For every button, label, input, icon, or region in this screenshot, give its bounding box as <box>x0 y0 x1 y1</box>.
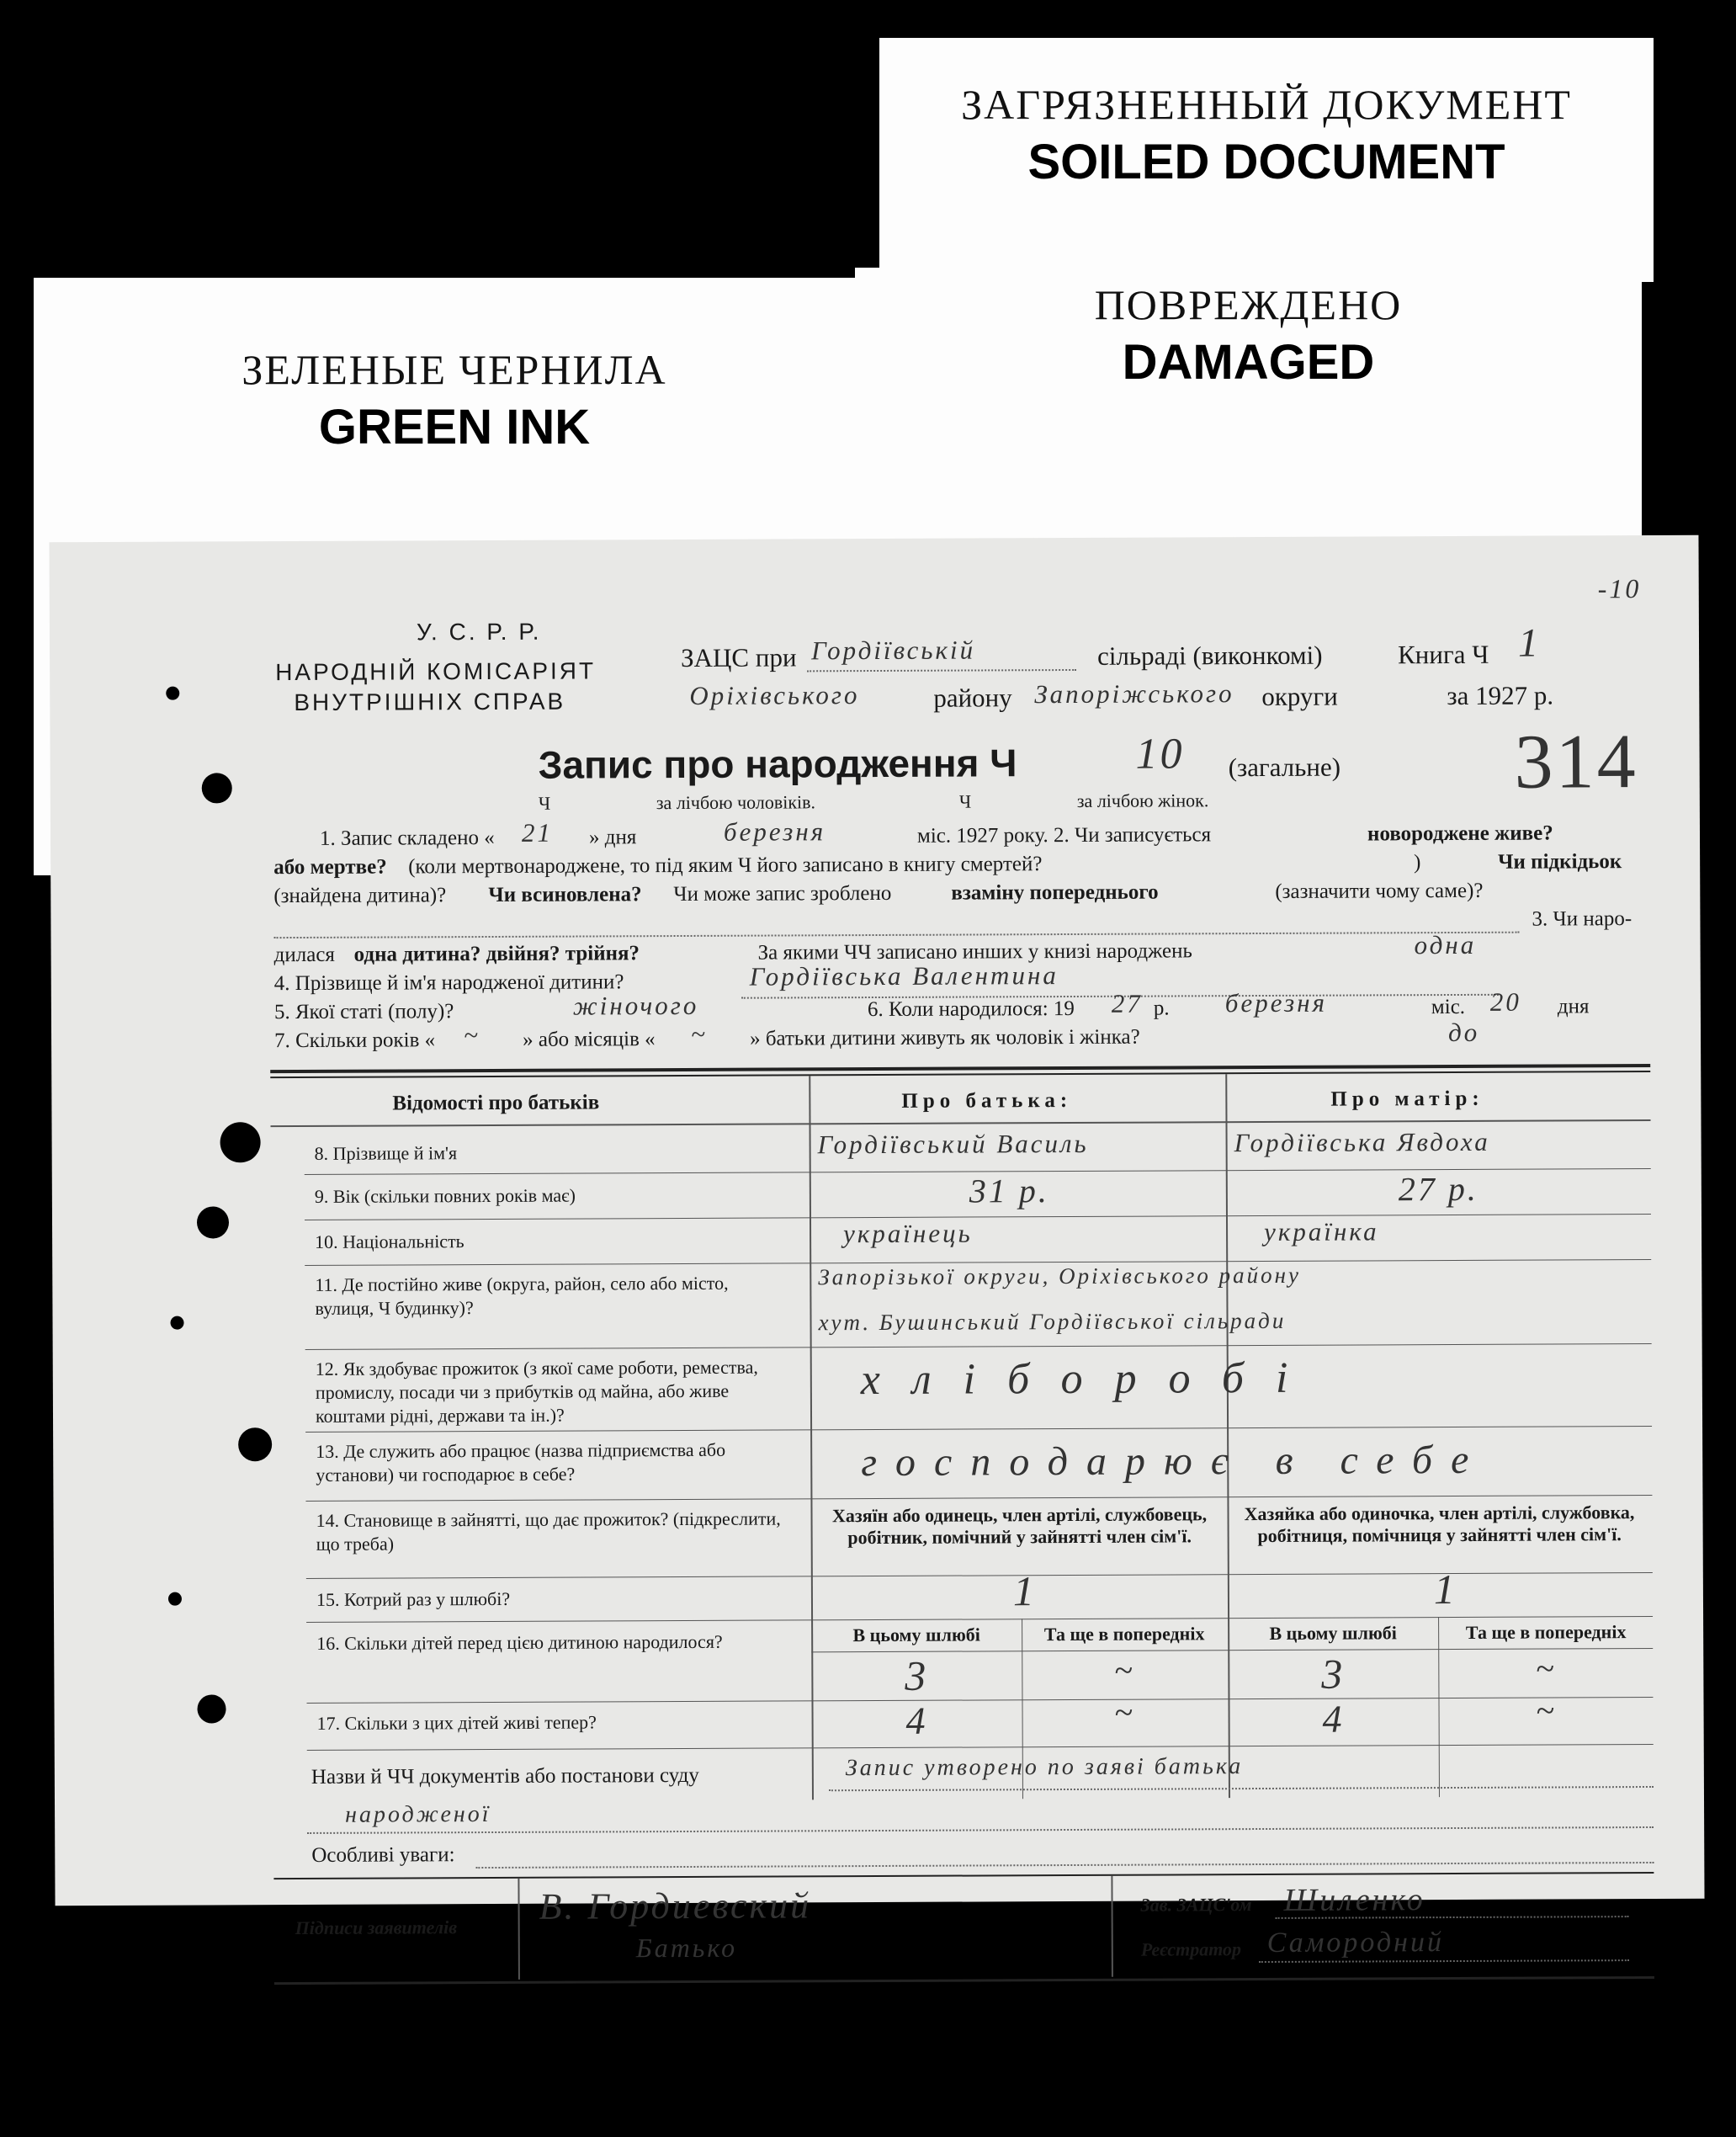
green-en: GREEN INK <box>318 400 591 455</box>
child-name-hw: Гордіївська Валентина <box>749 960 1059 991</box>
children-born-mother-hw: 3 <box>1321 1650 1346 1698</box>
children-alive-father-hw: 4 <box>905 1698 928 1742</box>
mother-status-options: Хазяйка або одиночка, член артілі, службовка, робітниця, помічниця у зайнятті член сім'ї. <box>1244 1502 1635 1547</box>
father-nationality-hw: українець <box>842 1218 973 1249</box>
okrug-label: округи <box>1261 681 1338 711</box>
row-label-17: 17. Скільки з цих дітей живі тепер? <box>316 1711 597 1734</box>
q7-text-c: » батьки дитини живуть як чоловік і жінка? <box>749 1025 1140 1050</box>
female-count-no: Ч <box>958 790 972 812</box>
q3-text-e: (зазначити чому саме)? <box>1275 879 1484 903</box>
q1-text-a: 1. Запис складено « <box>319 826 495 850</box>
q4-text-c: За якими ЧЧ записано инших у книзі народжень <box>757 939 1192 965</box>
father-status-options: Хазяїн або одинець, член артілі, службовець, робітник, помічний у зайнятті член сім'ї. <box>831 1503 1208 1549</box>
mother-nationality-hw: українка <box>1263 1216 1379 1247</box>
commissariat-line-1: НАРОДНІЙ КОМІСАРІЯТ <box>275 657 597 686</box>
q3-text-c: Чи може запис зроблено <box>673 881 892 906</box>
registrar-signature-hw: Самородний <box>1266 1927 1445 1959</box>
col-head-father: Про батька: <box>901 1088 1073 1113</box>
q4-text-b: одна дитина? двійня? трійня? <box>353 942 640 966</box>
signatures-label: Підписи заявителів <box>295 1916 458 1939</box>
book-label: Книга Ч <box>1397 639 1489 670</box>
q1-text-d: новороджене живе? <box>1367 821 1553 846</box>
q7-text-b: » або місяців « <box>523 1028 656 1051</box>
form-title: Запис про народження Ч <box>538 741 1017 787</box>
row-label-13: 13. Де служить або працює (назва підприємства або установи) чи господарює в себе? <box>316 1438 726 1486</box>
district-handwritten: Оріхівського <box>689 680 860 710</box>
male-count-no: Ч <box>538 792 551 814</box>
child-sex-hw: жіночого <box>572 990 699 1021</box>
q4-hw: одна <box>1414 929 1477 960</box>
soiled-en: SOILED DOCUMENT <box>1027 135 1505 189</box>
docs-hw: Запис утворено по заяві батька <box>845 1753 1244 1782</box>
sub-head-mother-this: В цьому шлюбі <box>1269 1622 1397 1644</box>
q7-hw-1: ~ <box>463 1020 480 1050</box>
row-label-11: 11. Де постійно живе (округа, район, село або місто, вулиця, Ч будинку)? <box>315 1272 729 1319</box>
punch-hole <box>202 773 232 803</box>
registrar-label: Реєстратор <box>1140 1938 1242 1960</box>
docs-hw-2: народженої <box>345 1801 491 1828</box>
damaged-en: DAMAGED <box>1122 335 1375 390</box>
q1-text-b: » дня <box>588 826 637 849</box>
occupation-hw: хліборобі <box>860 1353 1320 1405</box>
row-label-14: 14. Становище в зайнятті, що дає прожиток? (підкреслити, що треба) <box>316 1507 781 1555</box>
punch-hole <box>197 1206 229 1238</box>
sub-head-mother-prev: Та ще в попередніх <box>1465 1621 1627 1643</box>
children-born-mother-prev-hw: ~ <box>1535 1649 1557 1688</box>
q7-hw-3: до <box>1447 1017 1480 1048</box>
father-marriage-hw: 1 <box>1012 1567 1038 1615</box>
q6-year-hw: 27 <box>1111 988 1143 1018</box>
birth-record-form <box>49 535 1704 1964</box>
row-label-8: 8. Прізвище й ім'я <box>314 1142 458 1164</box>
q6-month-hw: березня <box>1224 987 1328 1018</box>
mother-marriage-hw: 1 <box>1433 1565 1458 1613</box>
punch-hole <box>220 1122 260 1162</box>
zags-village-handwritten: Гордіївській <box>810 635 976 666</box>
punch-hole <box>197 1694 226 1723</box>
punch-hole <box>166 687 179 700</box>
book-number-handwritten: 1 <box>1517 620 1542 666</box>
children-alive-mother-prev-hw: ~ <box>1536 1691 1557 1730</box>
q2-text-d: Чи підкідьок <box>1498 850 1622 874</box>
children-born-father-hw: 3 <box>905 1651 929 1699</box>
female-count-label: за лічбою жінок. <box>1076 789 1209 811</box>
zags-prefix: ЗАЦС при <box>681 642 797 673</box>
rada-label: сільраді (виконкомі) <box>1096 640 1323 671</box>
soiled-ru: ЗАГРЯЗНЕННЫЙ ДОКУМЕНТ <box>961 81 1572 128</box>
archive-number-handwritten: 314 <box>1514 718 1638 805</box>
row-label-9: 9. Вік (скільки повних років має) <box>314 1184 576 1207</box>
punch-hole <box>170 1316 183 1330</box>
district-label: району <box>933 683 1012 713</box>
zags-head-label: Зав. ЗАЦС'ом <box>1140 1894 1252 1916</box>
q2-text-c: ) <box>1414 851 1421 874</box>
record-number-handwritten: 10 <box>1135 730 1185 779</box>
q1-text-c: міс. 1927 року. 2. Чи записується <box>916 823 1212 848</box>
q6-day-hw: 20 <box>1489 986 1521 1017</box>
residence-hw-2: хут. Бушинський Гордіївської сільради <box>818 1307 1287 1336</box>
male-count-label: за лічбою чоловіків. <box>656 791 816 814</box>
q7-hw-2: ~ <box>690 1018 708 1049</box>
children-born-father-prev-hw: ~ <box>1113 1651 1135 1689</box>
signature-2-hw: Батько <box>635 1932 738 1964</box>
q4-text-a: дилася <box>273 943 335 967</box>
residence-hw-1: Запорізької округи, Оріхівського району <box>818 1262 1302 1290</box>
q6-text-c: р. <box>1153 997 1170 1020</box>
children-alive-father-prev-hw: ~ <box>1114 1693 1135 1731</box>
q1-day-hw: 21 <box>521 817 554 848</box>
punch-hole <box>168 1592 182 1606</box>
row-label-10: 10. Національність <box>315 1231 465 1252</box>
signature-1-hw: В. Гордиевский <box>539 1884 812 1927</box>
q6-text-d: міс. <box>1431 995 1466 1019</box>
q1-month-hw: березня <box>723 816 826 847</box>
q6-text-a: 5. Якої статі (полу)? <box>273 1000 454 1024</box>
q3-text-f: 3. Чи наро- <box>1532 907 1632 931</box>
q3-text-d: взаміну попереднього <box>951 880 1159 905</box>
docs-label: Назви й ЧЧ документів або постанови суду <box>311 1763 699 1789</box>
year-label: за 1927 р. <box>1447 680 1554 711</box>
father-name-hw: Гордіївський Василь <box>817 1128 1089 1160</box>
q3-text-b: Чи всиновлена? <box>488 883 642 907</box>
row-label-15: 15. Котрий раз у шлюбі? <box>316 1587 511 1610</box>
q3-text-a: (знайдена дитина)? <box>273 884 447 908</box>
corner-mark: -10 <box>1597 573 1642 604</box>
sub-head-father-this: В цьому шлюбі <box>852 1624 980 1646</box>
soiled-document-label <box>879 38 1654 282</box>
q6-text-e: дня <box>1557 995 1590 1018</box>
mother-age-hw: 27 р. <box>1398 1169 1479 1209</box>
commissariat-line-2: ВНУТРІШНІХ СПРАВ <box>294 688 566 716</box>
q6-text-b: 6. Коли народилося: 19 <box>867 997 1075 1022</box>
okrug-handwritten: Запоріжського <box>1034 678 1234 710</box>
zags-head-signature-hw: Шиленко <box>1283 1882 1425 1918</box>
republic-abbr: У. С. Р. Р. <box>416 618 542 646</box>
sub-head-father-prev: Та ще в попередніх <box>1043 1623 1205 1645</box>
q7-text-a: 7. Скільки років « <box>274 1029 436 1053</box>
q2-text-a: або мертве? <box>273 855 387 880</box>
general-label: (загальне) <box>1228 752 1341 783</box>
children-alive-mother-hw: 4 <box>1322 1697 1345 1741</box>
workplace-hw: господарює в себе <box>861 1437 1488 1486</box>
col-head-info: Відомості про батьків <box>392 1091 600 1115</box>
father-age-hw: 31 р. <box>969 1172 1049 1210</box>
punch-hole <box>238 1427 272 1461</box>
row-label-16: 16. Скільки дітей перед цією дитиною народилося? <box>316 1630 723 1654</box>
notes-label: Особливі уваги: <box>311 1843 455 1867</box>
row-label-12: 12. Як здобуває прожиток (з якої саме роботи, ремества, промислу, посади чи з прибутків од майна, або живе коштами рідні, держави та ін.)? <box>315 1356 758 1427</box>
col-head-mother: Про матір: <box>1330 1087 1484 1111</box>
q5-text-a: 4. Прізвище й ім'я народженої дитини? <box>273 970 624 996</box>
q2-text-b: (коли мертвонароджене, то під яким Ч його записано в книгу смертей? <box>408 853 1043 879</box>
damaged-ru: ПОВРЕЖДЕНО <box>1094 281 1403 328</box>
damaged-label <box>855 268 1642 547</box>
green-ru: ЗЕЛЕНЫЕ ЧЕРНИЛА <box>242 346 667 393</box>
mother-name-hw: Гордіївська Явдоха <box>1234 1126 1490 1158</box>
